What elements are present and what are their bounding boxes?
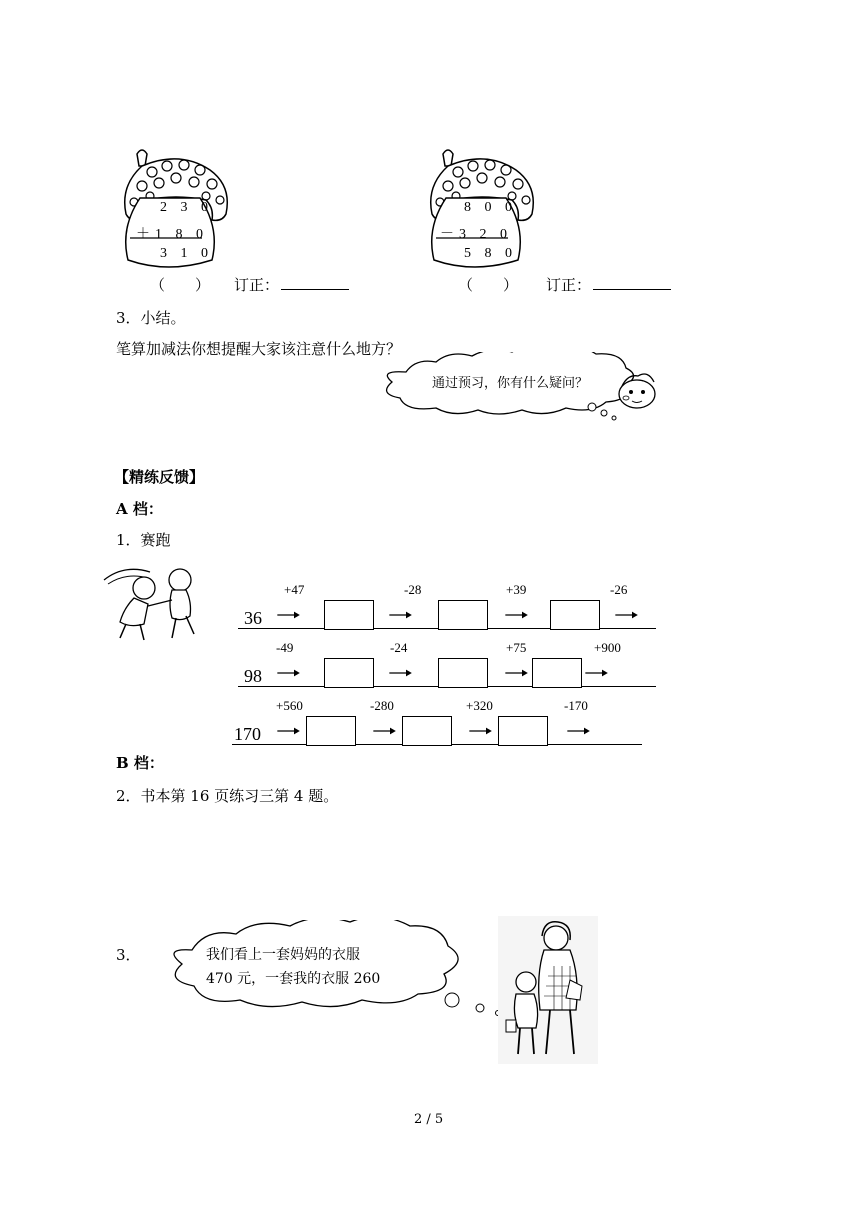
race-row-3-op-2: -280 xyxy=(370,698,394,713)
right-arrow-icon xyxy=(276,726,302,736)
race-row-1-start: 36 xyxy=(244,608,262,628)
right-arrow-icon xyxy=(276,668,302,678)
calc-left-row3: 3 1 0 xyxy=(160,246,213,261)
right-arrow-icon xyxy=(372,726,398,736)
race-row-2-answer-box-3[interactable] xyxy=(532,658,582,688)
judge-right: （ ） xyxy=(458,276,519,294)
q1-label: 1．赛跑 xyxy=(116,531,171,549)
correction-right-label: 订正： xyxy=(546,276,592,294)
calc-right-row1: 8 0 0 xyxy=(464,200,517,215)
race-row-2-op-2: -24 xyxy=(390,640,408,655)
race-row-1-answer-box-2[interactable] xyxy=(438,600,488,630)
race-row-3-op-4: -170 xyxy=(564,698,588,713)
right-arrow-icon xyxy=(276,610,302,620)
q3-number: 3． xyxy=(116,946,141,964)
race-row-2-answer-box-1[interactable] xyxy=(324,658,374,688)
right-arrow-icon xyxy=(584,668,610,678)
calc-left-row2: ＋1 8 0 xyxy=(136,227,208,242)
running-kids-illustration xyxy=(100,560,212,648)
race-row-1-answer-box-1[interactable] xyxy=(324,600,374,630)
right-arrow-icon xyxy=(388,668,414,678)
calc-left-row1: 2 3 0 xyxy=(160,200,213,215)
feedback-title: 【精练反馈】 xyxy=(114,468,205,486)
level-a-label: A 档： xyxy=(116,500,163,518)
right-arrow-icon xyxy=(614,610,640,620)
right-arrow-icon xyxy=(388,610,414,620)
correction-left-blank[interactable] xyxy=(281,277,349,290)
race-row-2-op-4: +900 xyxy=(594,640,621,655)
calc-right-row2: －3 2 0 xyxy=(440,227,512,242)
race-row-1-answer-box-3[interactable] xyxy=(550,600,600,630)
calc-right-row3: 5 8 0 xyxy=(464,246,517,261)
right-arrow-icon xyxy=(504,668,530,678)
race-row-3-op-3: +320 xyxy=(466,698,493,713)
race-row-3-op-1: +560 xyxy=(276,698,303,713)
q3-bubble-line1: 我们看上一套妈妈的衣服 xyxy=(206,947,360,963)
cartoon-boy-face-icon xyxy=(612,370,662,414)
level-b-label: B 档： xyxy=(116,754,164,772)
mother-and-child-illustration xyxy=(498,916,598,1064)
race-row-2-start: 98 xyxy=(244,666,262,686)
q3-bubble-line2: 470 元，一套我的衣服 260 xyxy=(206,971,381,987)
right-arrow-icon xyxy=(566,726,592,736)
race-row-1-op-3: +39 xyxy=(506,582,527,597)
summary-heading: 3．小结。 xyxy=(116,309,186,327)
race-row-1-op-1: +47 xyxy=(284,582,305,597)
right-arrow-icon xyxy=(468,726,494,736)
race-row-3-answer-box-3[interactable] xyxy=(498,716,548,746)
correction-left-label: 订正： xyxy=(234,276,280,294)
correction-left[interactable] xyxy=(234,274,349,295)
correction-right[interactable] xyxy=(546,274,671,295)
race-row-2-op-3: +75 xyxy=(506,640,527,655)
race-row-2-op-1: -49 xyxy=(276,640,294,655)
race-row-2-answer-box-2[interactable] xyxy=(438,658,488,688)
race-row-1-op-4: -26 xyxy=(610,582,628,597)
race-row-3-answer-box-2[interactable] xyxy=(402,716,452,746)
summary-question: 笔算加减法你想提醒大家该注意什么地方？ xyxy=(116,340,402,358)
race-row-1-op-2: -28 xyxy=(404,582,422,597)
q2-label: 2．书本第 16 页练习三第 4 题。 xyxy=(116,787,339,805)
race-row-3-start: 170 xyxy=(234,724,261,744)
page-number: 2 / 5 xyxy=(414,1112,444,1127)
right-arrow-icon xyxy=(504,610,530,620)
thought-cloud-summary-text: 通过预习，你有什么疑问？ xyxy=(432,376,589,391)
correction-right-blank[interactable] xyxy=(593,277,671,290)
race-row-3-answer-box-1[interactable] xyxy=(306,716,356,746)
judge-left: （ ） xyxy=(150,276,211,294)
